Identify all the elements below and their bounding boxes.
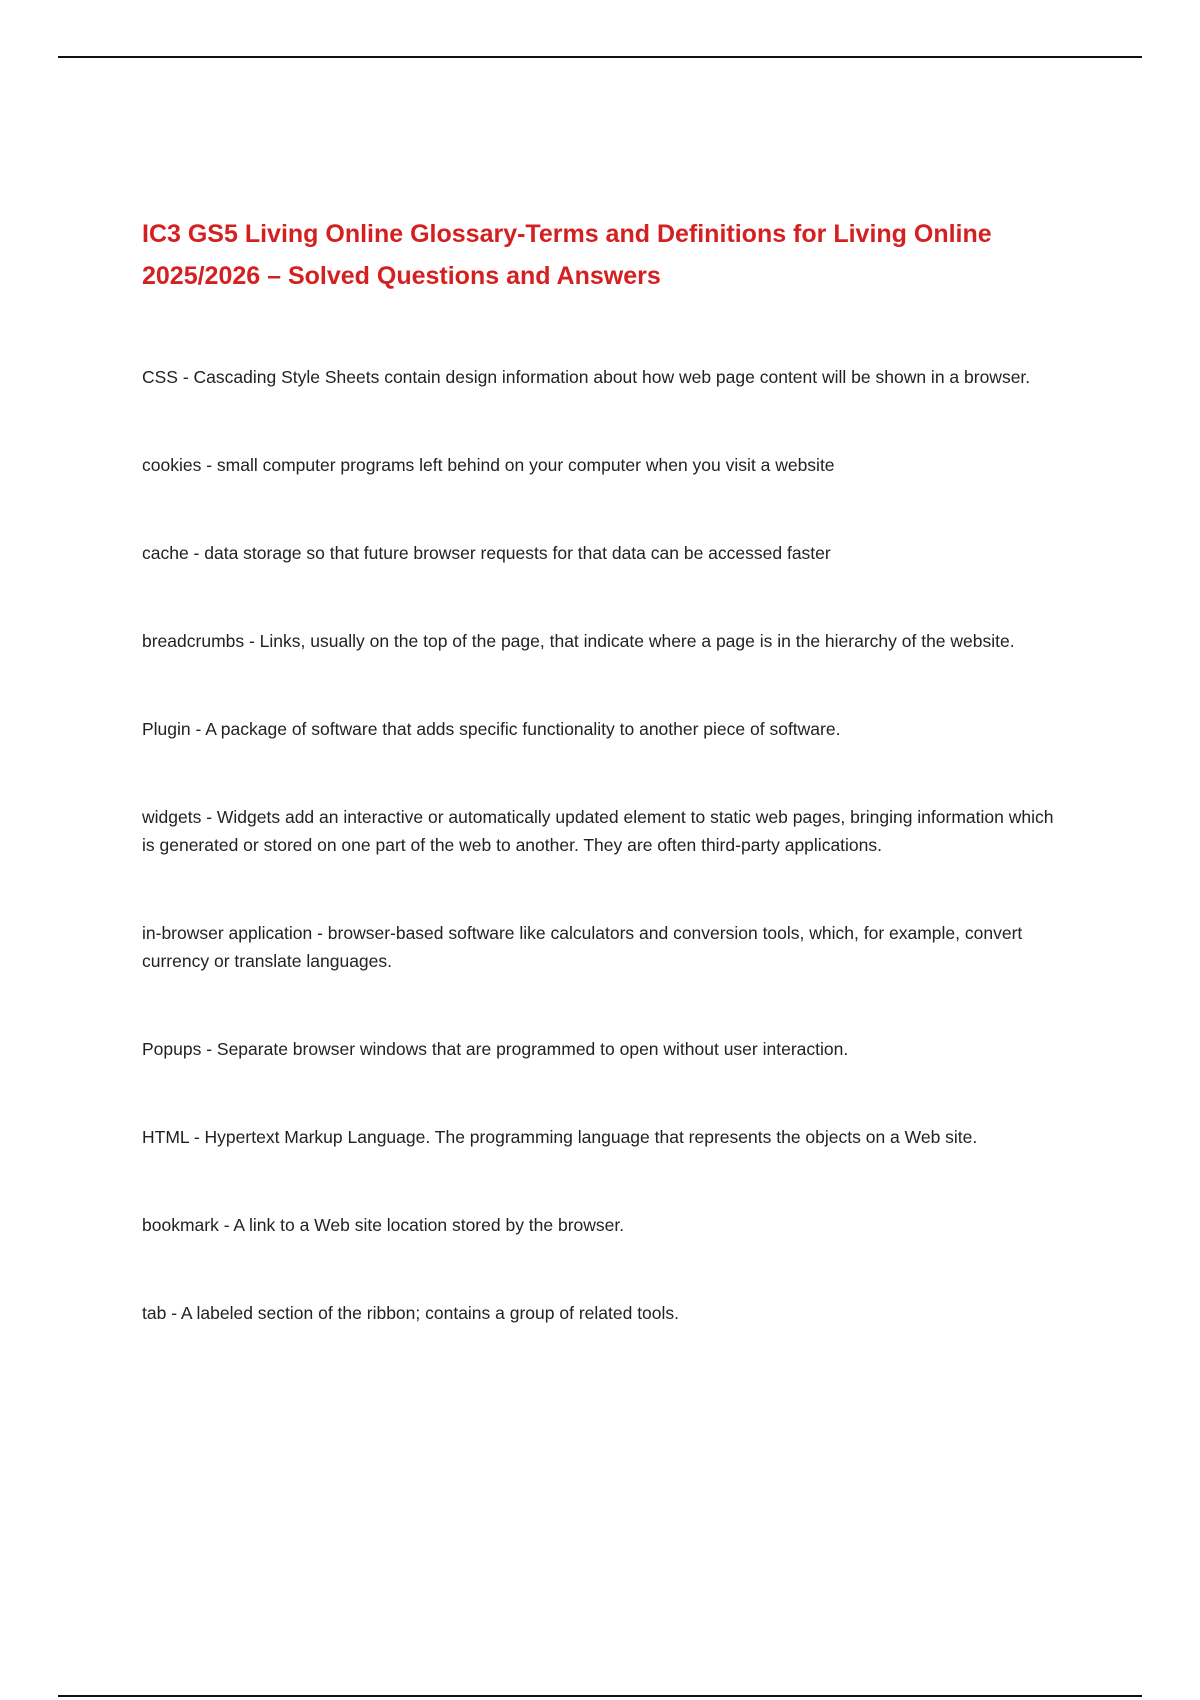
glossary-entry-html: HTML - Hypertext Markup Language. The programming language that represents the objects on a Web site. xyxy=(142,1127,978,1147)
glossary-entry-css: CSS - Cascading Style Sheets contain design information about how web page content will be shown in a browser. xyxy=(142,367,1031,387)
footer-divider xyxy=(58,1695,1142,1697)
glossary-entry-breadcrumbs: breadcrumbs - Links, usually on the top of the page, that indicate where a page is in the hierarchy of the website. xyxy=(142,631,1015,651)
glossary-entry-widgets: widgets - Widgets add an interactive or automatically updated element to static web pages, bringing information which is generated or stored on one part of the web to another. They are often third-party applications. xyxy=(142,807,1054,855)
glossary-entry-tab: tab - A labeled section of the ribbon; contains a group of related tools. xyxy=(142,1303,680,1323)
glossary-entry-plugin: Plugin - A package of software that adds specific functionality to another piece of software. xyxy=(142,719,841,739)
glossary-entry-cache: cache - data storage so that future browser requests for that data can be accessed faster xyxy=(142,543,831,563)
glossary-entry-popups: Popups - Separate browser windows that are programmed to open without user interaction. xyxy=(142,1039,849,1059)
glossary-entry-in-browser-application: in-browser application - browser-based software like calculators and conversion tools, which, for example, convert currency or translate languages. xyxy=(142,923,1023,971)
glossary-list xyxy=(142,363,1062,1327)
header-divider xyxy=(58,56,1142,58)
glossary-entry-cookies: cookies - small computer programs left behind on your computer when you visit a website xyxy=(142,455,835,475)
glossary-entry-bookmark: bookmark - A link to a Web site location stored by the browser. xyxy=(142,1215,625,1235)
document-title: IC3 GS5 Living Online Glossary-Terms and Definitions for Living Online 2025/2026 – Solved Questions and Answers xyxy=(142,220,992,290)
document-body xyxy=(142,213,1062,1387)
